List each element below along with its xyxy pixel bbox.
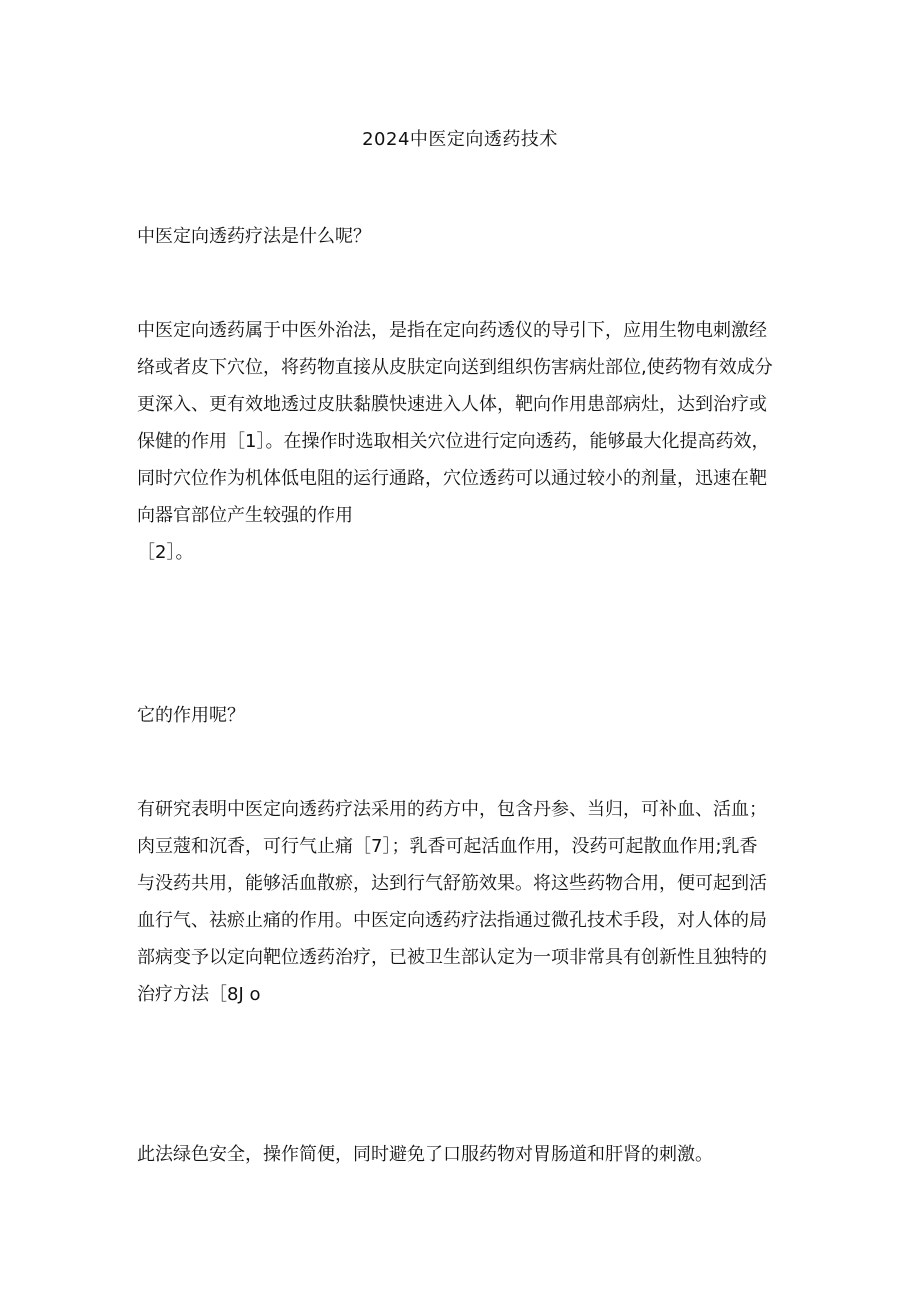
paragraph-line: 保健的作用［1］。在操作时选取相关穴位进行定向透药，能够最大化提高药效， bbox=[137, 431, 770, 452]
paragraph-line: 同时穴位作为机体低电阻的运行通路，穴位透药可以通过较小的剂量，迅速在靶 bbox=[137, 468, 767, 489]
paragraph-line: 部病变予以定向靶位透药治疗，已被卫生部认定为一项非常具有创新性且独特的 bbox=[137, 947, 767, 968]
paragraph-function bbox=[137, 791, 817, 1013]
paragraph-line: 肉豆蔻和沉香，可行气止痛［7］；乳香可起活血作用，没药可起散血作用;乳香 bbox=[137, 836, 758, 857]
section-heading-what-is: 中医定向透药疗法是什么呢？ bbox=[137, 226, 371, 247]
paragraph-line: 中医定向透药属于中医外治法，是指在定向药透仪的导引下，应用生物电刺激经 bbox=[137, 320, 767, 341]
paragraph-line: 与没药共用，能够活血散瘀，达到行气舒筋效果。将这些药物合用，便可起到活 bbox=[137, 873, 767, 894]
paragraph-line: 络或者皮下穴位，将药物直接从皮肤定向送到组织伤害病灶部位,使药物有效成分 bbox=[137, 357, 773, 378]
section-heading-function: 它的作用呢？ bbox=[137, 705, 245, 726]
paragraph-line: 向器官部位产生较强的作用 bbox=[137, 505, 353, 526]
closing-line: 此法绿色安全，操作简便，同时避免了口服药物对胃肠道和肝肾的刺激。 bbox=[137, 1144, 713, 1165]
paragraph-line: 更深入、更有效地透过皮肤黏膜快速进入人体，靶向作用患部病灶，达到治疗或 bbox=[137, 394, 767, 415]
paragraph-line: 治疗方法［8J o bbox=[137, 984, 261, 1005]
paragraph-definition bbox=[137, 312, 817, 571]
paragraph-line: 血行气、祛瘀止痛的作用。中医定向透药疗法指通过微孔技术手段，对人体的局 bbox=[137, 910, 767, 931]
paragraph-line: ［2］。 bbox=[137, 542, 194, 563]
document-title: 2024中医定向透药技术 bbox=[362, 129, 558, 150]
paragraph-line: 有研究表明中医定向透药疗法采用的药方中，包含丹参、当归，可补血、活血； bbox=[137, 799, 767, 820]
